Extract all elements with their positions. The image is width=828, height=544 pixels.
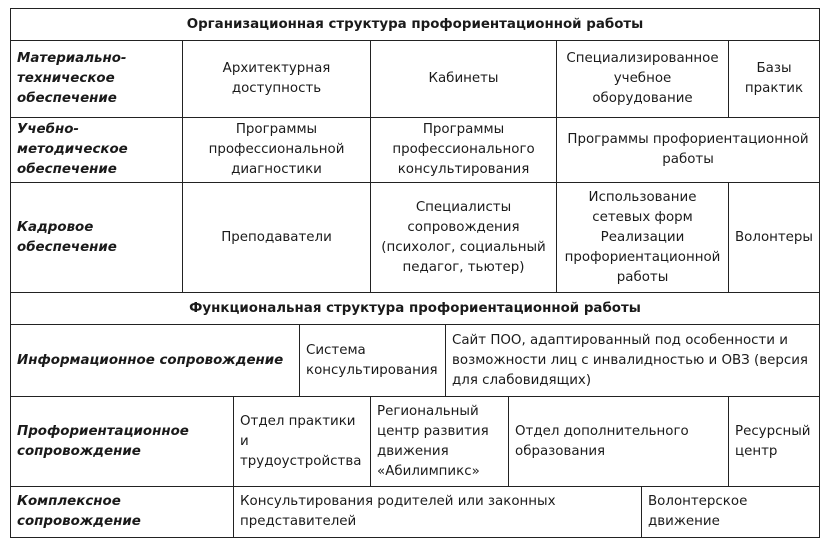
cell-additional-education: Отдел дополнительного образования: [508, 396, 729, 487]
row-label-information: Информационное сопровождение: [10, 324, 300, 397]
cell-diagnostic-programs: Программы профессиональной диагностики: [182, 117, 371, 183]
func-structure-header-text: Функциональная структура профориентационной работы: [189, 300, 641, 316]
row-label-material-text: Материально- техническое обеспечение: [17, 51, 127, 106]
cell-special-equipment: Специализированное учебное оборудование: [556, 40, 729, 118]
cell-abilympics-center: Региональный центр развития движения «Абилимпикс»: [370, 396, 509, 487]
cell-volunteers: Волонтеры: [728, 182, 820, 293]
cell-teachers: Преподаватели: [182, 182, 371, 293]
cell-practice-bases: Базы практик: [728, 40, 820, 118]
row-label-material: [10, 40, 183, 118]
cell-parent-consulting: Консультирования родителей или законных представителей: [233, 486, 642, 538]
row-label-staffing: Кадровое обеспечение: [10, 182, 183, 293]
cell-consulting-system: Система консультирования: [299, 324, 446, 397]
row-label-methodological: Учебно-методическое обеспечение: [10, 117, 183, 183]
cell-resource-center: Ресурсный центр: [728, 396, 820, 487]
row-label-orientation: Профориентационное сопровождение: [10, 396, 234, 487]
cell-orientation-programs: Программы профориентационной работы: [556, 117, 820, 183]
cell-consulting-programs: Программы профессионального консультирования: [370, 117, 557, 183]
org-structure-header: [10, 8, 820, 41]
row-label-complex: Комплексное сопровождение: [10, 486, 234, 538]
func-structure-header: [10, 292, 820, 325]
cell-volunteer-movement: Волонтерское движение: [641, 486, 820, 538]
cell-architectural-accessibility: Архитектурная доступность: [182, 40, 371, 118]
cell-classrooms: Кабинеты: [370, 40, 557, 118]
cell-support-specialists: Специалисты сопровождения (психолог, социальный педагог, тьютер): [370, 182, 557, 293]
cell-network-forms: Использование сетевых форм Реализации профориентационной работы: [556, 182, 729, 293]
profession-orientation-table: [10, 8, 820, 538]
cell-adapted-website: Сайт ПОО, адаптированный под особенности и возможности лиц с инвалидностью и ОВЗ (версия для слабовидящих): [445, 324, 820, 397]
org-structure-header-text: Организационная структура профориентационной работы: [186, 16, 644, 32]
cell-employment-department: Отдел практики и трудоустройства: [233, 396, 371, 487]
